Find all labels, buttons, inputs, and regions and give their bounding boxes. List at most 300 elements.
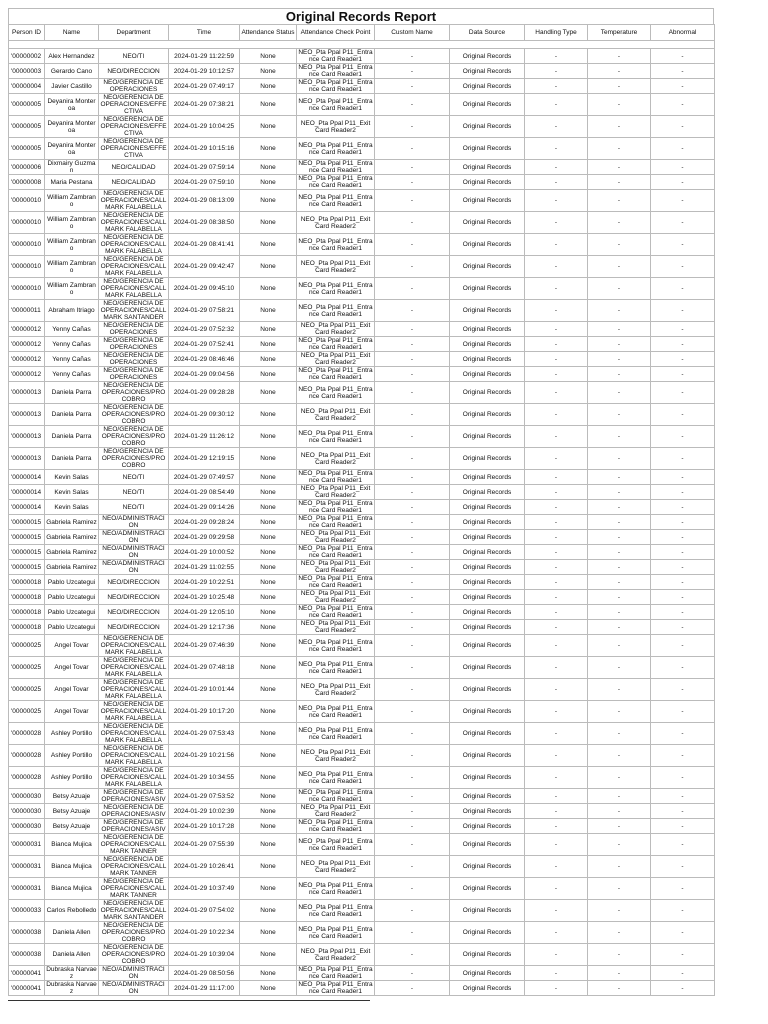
attendance-status-cell: None (240, 256, 297, 278)
custom-name-cell: - (375, 856, 450, 878)
check-point-cell: NEO_Pta Ppal P11_Entrance Card Reader1 (297, 138, 375, 160)
person-id-cell: '00000010 (9, 212, 45, 234)
abnormal-cell: - (651, 900, 715, 922)
person-id-cell: '00000015 (9, 560, 45, 575)
attendance-status-cell: None (240, 767, 297, 789)
time-cell: 2024-01-29 07:58:21 (169, 300, 240, 322)
department-cell: NEO/GERENCIA DE OPERACIONES/CALLMARK FALABELLA (99, 278, 169, 300)
time-cell: 2024-01-29 10:17:20 (169, 701, 240, 723)
person-id-cell: '00000018 (9, 575, 45, 590)
table-row (9, 500, 715, 515)
temperature-cell: - (588, 560, 651, 575)
handling-type-cell: - (525, 426, 588, 448)
custom-name-cell: - (375, 545, 450, 560)
column-header: Attendance Status (240, 25, 297, 41)
department-cell: NEO/GERENCIA DE OPERACIONES/CALLMARK FALABELLA (99, 679, 169, 701)
handling-type-cell: - (525, 878, 588, 900)
custom-name-cell: - (375, 679, 450, 701)
temperature-cell: - (588, 635, 651, 657)
temperature-cell: - (588, 448, 651, 470)
table-row (9, 322, 715, 337)
custom-name-cell: - (375, 485, 450, 500)
department-cell: NEO/GERENCIA DE OPERACIONES (99, 352, 169, 367)
table-row (9, 367, 715, 382)
time-cell: 2024-01-29 10:34:55 (169, 767, 240, 789)
check-point-cell: NEO_Pta Ppal P11_Entrance Card Reader1 (297, 767, 375, 789)
custom-name-cell: - (375, 723, 450, 745)
temperature-cell: - (588, 300, 651, 322)
time-cell: 2024-01-29 08:41:41 (169, 234, 240, 256)
temperature-cell: - (588, 657, 651, 679)
person-id-cell: '00000010 (9, 234, 45, 256)
name-cell: William Zambrano (45, 212, 99, 234)
name-cell: Daniela Allen (45, 922, 99, 944)
temperature-cell: - (588, 878, 651, 900)
time-cell: 2024-01-29 09:45:10 (169, 278, 240, 300)
department-cell: NEO/ADMINISTRACION (99, 545, 169, 560)
data-source-cell: Original Records (450, 382, 525, 404)
custom-name-cell: - (375, 190, 450, 212)
temperature-cell: - (588, 485, 651, 500)
name-cell: Betsy Azuaje (45, 819, 99, 834)
name-cell: William Zambrano (45, 234, 99, 256)
table-row (9, 138, 715, 160)
table-row (9, 278, 715, 300)
attendance-status-cell: None (240, 530, 297, 545)
handling-type-cell: - (525, 900, 588, 922)
handling-type-cell: - (525, 575, 588, 590)
check-point-cell: NEO_Pta Ppal P11_Entrance Card Reader1 (298, 575, 373, 589)
person-id-cell: '00000015 (9, 515, 45, 530)
person-id-cell: '00000031 (9, 856, 45, 878)
data-source-cell: Original Records (450, 966, 525, 981)
temperature-cell: - (588, 819, 651, 834)
attendance-status-cell: None (240, 485, 297, 500)
time-cell: 2024-01-29 07:52:32 (169, 322, 240, 337)
handling-type-cell: - (525, 94, 588, 116)
handling-type-cell: - (525, 382, 588, 404)
person-id-cell: '00000005 (9, 94, 45, 116)
name-cell: Gabriela Ramirez (45, 545, 99, 560)
data-source-cell: Original Records (450, 49, 525, 64)
data-source-cell: Original Records (450, 679, 525, 701)
department-cell: NEO/GERENCIA DE OPERACIONES/CALLMARK TANNER (99, 834, 169, 856)
check-point-cell: NEO_Pta Ppal P11_Exit Card Reader2 (297, 804, 375, 819)
check-point-cell: NEO_Pta Ppal P11_Exit Card Reader2 (297, 856, 375, 878)
name-cell: Bianca Mujica (45, 856, 99, 878)
abnormal-cell: - (651, 278, 715, 300)
person-id-cell: '00000025 (9, 657, 45, 679)
name-cell: Betsy Azuaje (45, 789, 99, 804)
name-cell: Pablo Uzcategui (45, 575, 99, 590)
custom-name-cell: - (375, 834, 450, 856)
check-point-cell: NEO_Pta Ppal P11_Entrance Card Reader1 (298, 160, 373, 174)
person-id-cell: '00000013 (9, 448, 45, 470)
time-cell: 2024-01-29 10:17:28 (169, 819, 240, 834)
attendance-status-cell: None (240, 64, 297, 79)
data-source-cell: Original Records (450, 575, 525, 590)
abnormal-cell: - (651, 485, 715, 500)
name-cell: Yenny Cañas (45, 367, 99, 382)
attendance-status-cell: None (240, 605, 297, 620)
department-cell: NEO/GERENCIA DE OPERACIONES/PROCOBRO (99, 382, 169, 404)
data-source-cell: Original Records (450, 944, 525, 966)
person-id-cell: '00000012 (9, 337, 45, 352)
department-cell: NEO/GERENCIA DE OPERACIONES/EFFECTIVA (100, 138, 167, 159)
name-cell: Deyanira Monteroa (45, 116, 99, 138)
check-point-cell: NEO_Pta Ppal P11_Entrance Card Reader1 (298, 470, 373, 484)
time-cell: 2024-01-29 11:17:00 (169, 981, 240, 996)
report-title: Original Records Report (8, 8, 714, 24)
handling-type-cell: - (525, 322, 588, 337)
name-cell: Kevin Salas (45, 470, 99, 485)
time-cell: 2024-01-29 10:37:49 (169, 878, 240, 900)
table-row (9, 94, 715, 116)
department-cell: NEO/GERENCIA DE OPERACIONES/CALLMARK FALABELLA (99, 212, 169, 234)
custom-name-cell: - (375, 256, 450, 278)
attendance-status-cell: None (240, 635, 297, 657)
table-row (9, 767, 715, 789)
handling-type-cell: - (525, 804, 588, 819)
department-cell: NEO/ADMINISTRACION (99, 515, 169, 530)
abnormal-cell: - (651, 116, 715, 138)
temperature-cell: - (588, 64, 651, 79)
column-header: Time (169, 25, 240, 41)
custom-name-cell: - (375, 352, 450, 367)
abnormal-cell: - (651, 679, 715, 701)
temperature-cell: - (588, 981, 651, 996)
check-point-cell: NEO_Pta Ppal P11_Exit Card Reader2 (297, 679, 375, 701)
department-cell: NEO/GERENCIA DE OPERACIONES/PROCOBRO (99, 922, 169, 944)
department-cell: NEO/GERENCIA DE OPERACIONES (99, 79, 169, 94)
person-id-cell: '00000028 (9, 723, 45, 745)
check-point-cell: NEO_Pta Ppal P11_Entrance Card Reader1 (297, 878, 375, 900)
custom-name-cell: - (375, 64, 450, 79)
attendance-status-cell: None (240, 878, 297, 900)
time-cell: 2024-01-29 08:54:49 (169, 485, 240, 500)
table-row (9, 966, 715, 981)
custom-name-cell: - (375, 981, 450, 996)
time-cell: 2024-01-29 09:30:12 (169, 404, 240, 426)
handling-type-cell: - (525, 234, 588, 256)
department-cell: NEO/GERENCIA DE OPERACIONES (99, 322, 169, 337)
name-cell: Yenny Cañas (45, 322, 99, 337)
check-point-cell: NEO_Pta Ppal P11_Entrance Card Reader1 (298, 49, 373, 63)
data-source-cell: Original Records (450, 605, 525, 620)
handling-type-cell: - (525, 545, 588, 560)
temperature-cell: - (588, 590, 651, 605)
abnormal-cell: - (651, 590, 715, 605)
abnormal-cell: - (651, 175, 715, 190)
department-cell: NEO/DIRECCION (99, 64, 169, 79)
department-cell: NEO/GERENCIA DE OPERACIONES/PROCOBRO (99, 944, 169, 966)
name-cell: Bianca Mujica (45, 878, 99, 900)
check-point-cell: NEO_Pta Ppal P11_Entrance Card Reader1 (297, 834, 375, 856)
handling-type-cell: - (525, 590, 588, 605)
abnormal-cell: - (651, 49, 715, 64)
name-cell: Daniela Parra (45, 448, 99, 470)
person-id-cell: '00000025 (9, 679, 45, 701)
check-point-cell: NEO_Pta Ppal P11_Entrance Card Reader1 (298, 819, 373, 833)
table-row (9, 49, 715, 64)
attendance-status-cell: None (240, 160, 297, 175)
temperature-cell: - (588, 337, 651, 352)
data-source-cell: Original Records (450, 590, 525, 605)
check-point-cell: NEO_Pta Ppal P11_Entrance Card Reader1 (297, 94, 375, 116)
check-point-cell: NEO_Pta Ppal P11_Entrance Card Reader1 (297, 190, 375, 212)
person-id-cell: '00000033 (9, 900, 45, 922)
custom-name-cell: - (375, 635, 450, 657)
temperature-cell: - (588, 966, 651, 981)
handling-type-cell: - (525, 701, 588, 723)
column-header: Name (45, 25, 99, 41)
data-source-cell: Original Records (450, 701, 525, 723)
custom-name-cell: - (375, 116, 450, 138)
table-header-row (9, 25, 715, 41)
abnormal-cell: - (651, 367, 715, 382)
person-id-cell: '00000010 (9, 190, 45, 212)
table-row (9, 635, 715, 657)
custom-name-cell: - (375, 900, 450, 922)
handling-type-cell: - (525, 560, 588, 575)
handling-type-cell: - (525, 448, 588, 470)
time-cell: 2024-01-29 10:22:51 (169, 575, 240, 590)
attendance-status-cell: None (240, 500, 297, 515)
time-cell: 2024-01-29 11:22:59 (169, 49, 240, 64)
attendance-status-cell: None (240, 560, 297, 575)
attendance-status-cell: None (240, 470, 297, 485)
temperature-cell: - (588, 605, 651, 620)
custom-name-cell: - (375, 605, 450, 620)
custom-name-cell: - (375, 922, 450, 944)
header-spacer (9, 41, 715, 49)
department-cell: NEO/DIRECCION (99, 590, 169, 605)
handling-type-cell: - (525, 256, 588, 278)
time-cell: 2024-01-29 07:46:39 (169, 635, 240, 657)
table-row (9, 382, 715, 404)
table-row (9, 234, 715, 256)
name-cell: Yenny Cañas (45, 337, 99, 352)
handling-type-cell: - (525, 819, 588, 834)
handling-type-cell: - (525, 212, 588, 234)
name-cell: Deyanira Monteroa (45, 138, 99, 160)
custom-name-cell: - (375, 575, 450, 590)
person-id-cell: '00000006 (9, 160, 45, 175)
name-cell: Dubraska Narvaez (46, 966, 97, 980)
department-cell: NEO/GERENCIA DE OPERACIONES/CALLMARK FALABELLA (99, 767, 169, 789)
attendance-status-cell: None (240, 590, 297, 605)
name-cell: Kevin Salas (45, 500, 99, 515)
table-row (9, 944, 715, 966)
table-row (9, 819, 715, 834)
custom-name-cell: - (375, 426, 450, 448)
department-cell: NEO/CALIDAD (99, 175, 169, 190)
person-id-cell: '00000028 (9, 767, 45, 789)
temperature-cell: - (588, 470, 651, 485)
table-row (9, 515, 715, 530)
abnormal-cell: - (651, 212, 715, 234)
data-source-cell: Original Records (450, 160, 525, 175)
attendance-status-cell: None (240, 789, 297, 804)
person-id-cell: '00000025 (9, 701, 45, 723)
person-id-cell: '00000030 (9, 789, 45, 804)
person-id-cell: '00000038 (9, 944, 45, 966)
name-cell: Gabriela Ramirez (45, 515, 99, 530)
person-id-cell: '00000014 (9, 470, 45, 485)
data-source-cell: Original Records (450, 723, 525, 745)
name-cell: Ashley Portillo (45, 767, 99, 789)
temperature-cell: - (588, 545, 651, 560)
attendance-status-cell: None (240, 922, 297, 944)
temperature-cell: - (588, 404, 651, 426)
name-cell: Ashley Portillo (45, 745, 99, 767)
temperature-cell: - (588, 620, 651, 635)
attendance-status-cell: None (240, 944, 297, 966)
handling-type-cell: - (525, 856, 588, 878)
person-id-cell: '00000013 (9, 382, 45, 404)
department-cell: NEO/GERENCIA DE OPERACIONES/CALLMARK FALABELLA (99, 190, 169, 212)
table-row (9, 190, 715, 212)
temperature-cell: - (588, 575, 651, 590)
temperature-cell: - (588, 530, 651, 545)
attendance-status-cell: None (240, 49, 297, 64)
temperature-cell: - (588, 922, 651, 944)
abnormal-cell: - (651, 322, 715, 337)
table-row (9, 256, 715, 278)
temperature-cell: - (588, 94, 651, 116)
check-point-cell: NEO_Pta Ppal P11_Entrance Card Reader1 (298, 545, 373, 559)
data-source-cell: Original Records (450, 515, 525, 530)
person-id-cell: '00000012 (9, 367, 45, 382)
check-point-cell: NEO_Pta Ppal P11_Entrance Card Reader1 (298, 605, 373, 619)
attendance-status-cell: None (240, 426, 297, 448)
attendance-status-cell: None (240, 322, 297, 337)
department-cell: NEO/GERENCIA DE OPERACIONES/CALLMARK FALABELLA (99, 723, 169, 745)
data-source-cell: Original Records (450, 116, 525, 138)
person-id-cell: '00000014 (9, 500, 45, 515)
person-id-cell: '00000011 (9, 300, 45, 322)
time-cell: 2024-01-29 08:38:50 (169, 212, 240, 234)
time-cell: 2024-01-29 07:59:10 (169, 175, 240, 190)
data-source-cell: Original Records (450, 878, 525, 900)
department-cell: NEO/DIRECCION (99, 620, 169, 635)
column-header: Person ID (9, 25, 45, 41)
custom-name-cell: - (375, 49, 450, 64)
check-point-cell: NEO_Pta Ppal P11_Entrance Card Reader1 (298, 966, 373, 980)
abnormal-cell: - (651, 382, 715, 404)
name-cell: Angel Tovar (45, 635, 99, 657)
table-row (9, 745, 715, 767)
attendance-status-cell: None (240, 79, 297, 94)
check-point-cell: NEO_Pta Ppal P11_Entrance Card Reader1 (297, 657, 375, 679)
person-id-cell: '00000031 (9, 878, 45, 900)
check-point-cell: NEO_Pta Ppal P11_Entrance Card Reader1 (298, 175, 373, 189)
handling-type-cell: - (525, 160, 588, 175)
person-id-cell: '00000018 (9, 590, 45, 605)
data-source-cell: Original Records (450, 367, 525, 382)
abnormal-cell: - (651, 190, 715, 212)
time-cell: 2024-01-29 07:49:17 (169, 79, 240, 94)
abnormal-cell: - (651, 804, 715, 819)
person-id-cell: '00000041 (9, 966, 45, 981)
name-cell: William Zambrano (45, 278, 99, 300)
handling-type-cell: - (525, 679, 588, 701)
table-body (9, 49, 715, 996)
data-source-cell: Original Records (450, 900, 525, 922)
table-row (9, 337, 715, 352)
data-source-cell: Original Records (450, 278, 525, 300)
time-cell: 2024-01-29 09:42:47 (169, 256, 240, 278)
handling-type-cell: - (525, 745, 588, 767)
abnormal-cell: - (651, 620, 715, 635)
name-cell: Gerardo Cano (45, 64, 99, 79)
custom-name-cell: - (375, 819, 450, 834)
temperature-cell: - (588, 382, 651, 404)
abnormal-cell: - (651, 500, 715, 515)
time-cell: 2024-01-29 10:01:44 (169, 679, 240, 701)
custom-name-cell: - (375, 300, 450, 322)
table-row (9, 575, 715, 590)
handling-type-cell: - (525, 49, 588, 64)
name-cell: Alex Hernandez (45, 49, 99, 64)
temperature-cell: - (588, 834, 651, 856)
data-source-cell: Original Records (450, 404, 525, 426)
attendance-status-cell: None (240, 745, 297, 767)
table-row (9, 448, 715, 470)
name-cell: Daniela Parra (45, 404, 99, 426)
data-source-cell: Original Records (450, 620, 525, 635)
check-point-cell: NEO_Pta Ppal P11_Entrance Card Reader1 (298, 515, 373, 529)
table-row (9, 657, 715, 679)
data-source-cell: Original Records (450, 190, 525, 212)
data-source-cell: Original Records (450, 64, 525, 79)
name-cell: Daniela Parra (45, 382, 99, 404)
table-row (9, 160, 715, 175)
table-row (9, 981, 715, 996)
person-id-cell: '00000004 (9, 79, 45, 94)
department-cell: NEO/TI (99, 49, 169, 64)
check-point-cell: NEO_Pta Ppal P11_Exit Card Reader2 (297, 590, 375, 605)
handling-type-cell: - (525, 635, 588, 657)
department-cell: NEO/GERENCIA DE OPERACIONES/CALLMARK SANTANDER (99, 900, 169, 922)
table-row (9, 485, 715, 500)
time-cell: 2024-01-29 10:22:34 (169, 922, 240, 944)
custom-name-cell: - (375, 767, 450, 789)
attendance-status-cell: None (240, 234, 297, 256)
time-cell: 2024-01-29 10:15:16 (169, 138, 240, 160)
check-point-cell: NEO_Pta Ppal P11_Exit Card Reader2 (297, 116, 375, 138)
abnormal-cell: - (651, 745, 715, 767)
name-cell: Betsy Azuaje (45, 804, 99, 819)
temperature-cell: - (588, 944, 651, 966)
name-cell: Ashley Portillo (45, 723, 99, 745)
table-row (9, 679, 715, 701)
department-cell: NEO/GERENCIA DE OPERACIONES/ASIV (99, 789, 169, 804)
custom-name-cell: - (375, 789, 450, 804)
person-id-cell: '00000041 (9, 981, 45, 996)
temperature-cell: - (588, 426, 651, 448)
time-cell: 2024-01-29 11:26:12 (169, 426, 240, 448)
data-source-cell: Original Records (450, 448, 525, 470)
custom-name-cell: - (375, 382, 450, 404)
column-header: Data Source (450, 25, 525, 41)
time-cell: 2024-01-29 08:13:09 (169, 190, 240, 212)
department-cell: NEO/GERENCIA DE OPERACIONES/CALLMARK TANNER (99, 878, 169, 900)
department-cell: NEO/GERENCIA DE OPERACIONES/EFFECTIVA (100, 94, 167, 115)
attendance-status-cell: None (240, 620, 297, 635)
attendance-status-cell: None (240, 515, 297, 530)
custom-name-cell: - (375, 79, 450, 94)
